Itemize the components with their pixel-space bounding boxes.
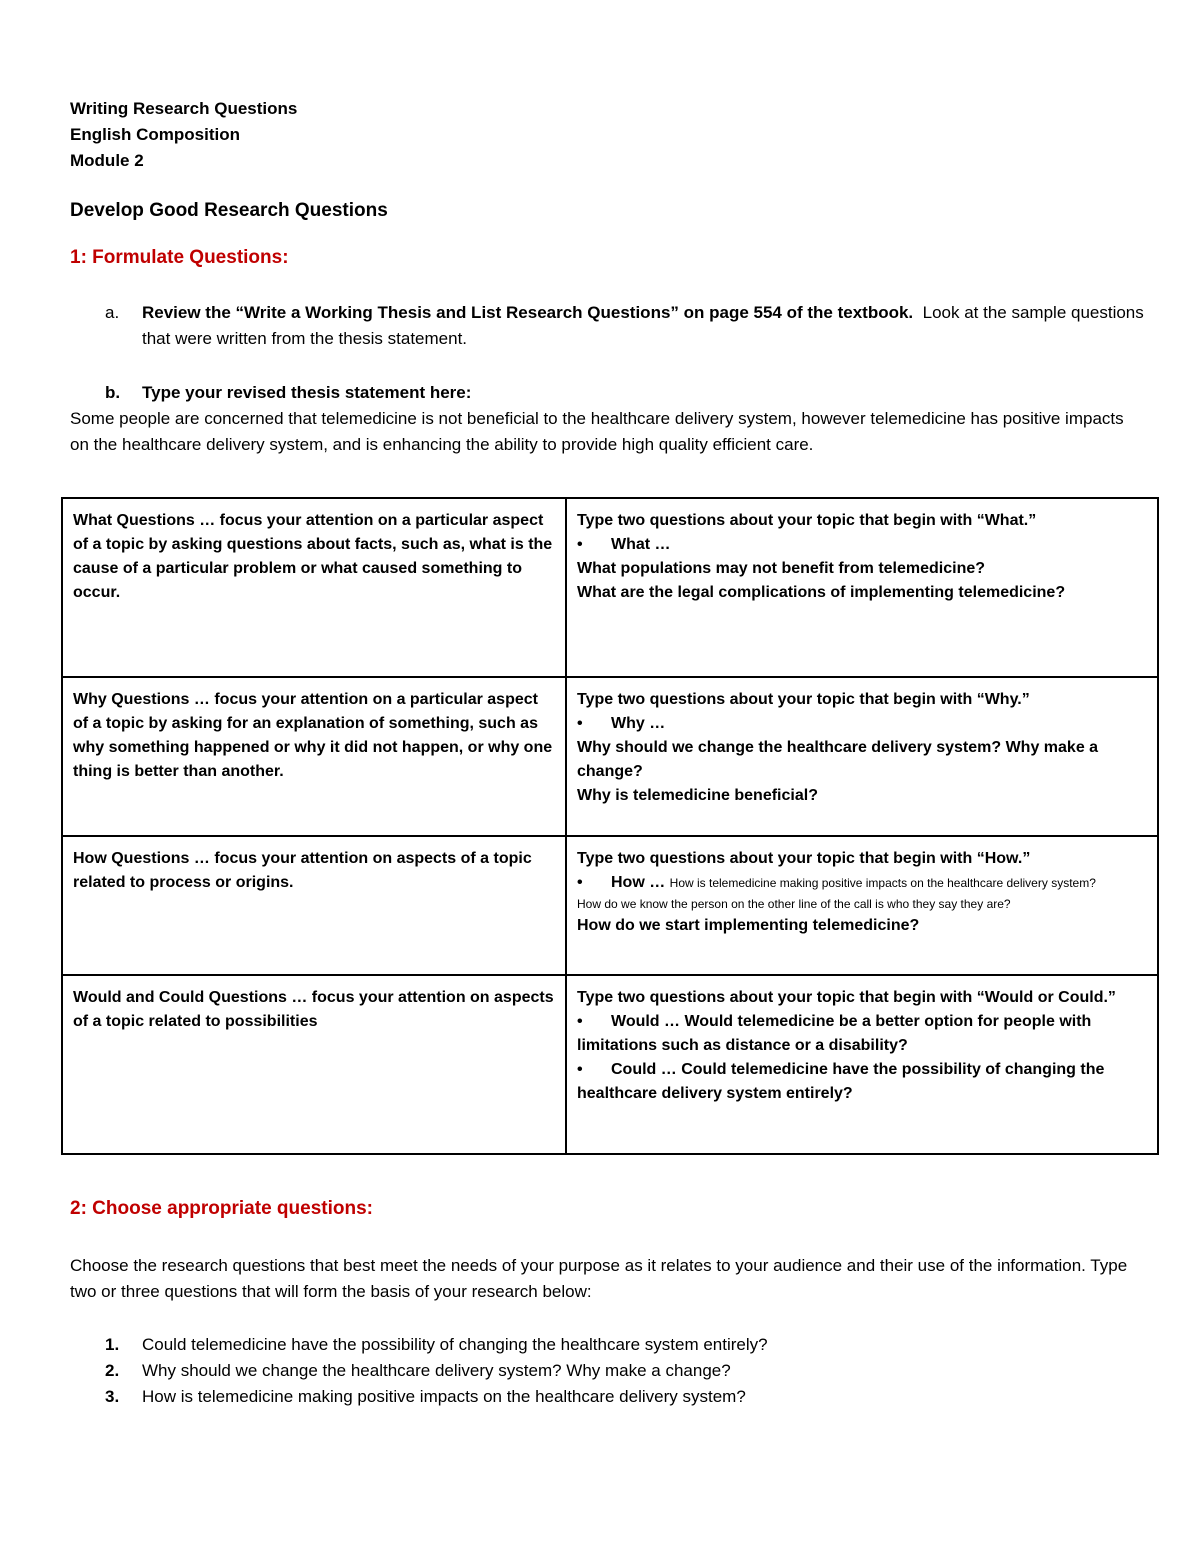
item-b-bold: Type your revised thesis statement here:	[142, 383, 472, 402]
would-bullet: • Would … Would telemedicine be a better option for people with limitations such as distance or a disability?	[577, 1010, 1148, 1058]
what-question-1: What populations may not benefit from telemedicine?	[577, 560, 986, 577]
how-question-1: How is telemedicine making positive impacts on the healthcare delivery system?	[669, 876, 1096, 890]
would-answers[interactable]	[566, 975, 1158, 1154]
why-prompt: Type two questions about your topic that begin with “Why.”	[577, 691, 1030, 708]
what-prompt: Type two questions about your topic that begin with “What.”	[577, 512, 1037, 529]
item-a-bold: Review the “Write a Working Thesis and List Research Questions” on page 554 of the textbook.	[142, 303, 914, 322]
item-b-marker: b.	[105, 383, 121, 402]
why-question-2: Why is telemedicine beneficial?	[577, 787, 818, 804]
why-bullet: • Why …	[577, 712, 1148, 736]
how-answers[interactable]	[566, 836, 1158, 975]
what-bullet: • What …	[577, 533, 1148, 557]
why-description: Why Questions … focus your attention on a particular aspect of a topic by asking for an explanation of something, such as why something happened or why it did not happen, or why one thing is better than another.	[62, 677, 566, 836]
item-a	[105, 300, 1145, 352]
list-item: 1. Could telemedicine have the possibility of changing the healthcare system entirely?	[105, 1335, 768, 1354]
item-b	[105, 380, 1145, 406]
how-question-3: How do we start implementing telemedicine?	[577, 917, 920, 934]
page-title: Develop Good Research Questions	[70, 200, 388, 221]
questions-table	[61, 497, 1159, 1155]
why-question-1: Why should we change the healthcare delivery system? Why make a change?	[577, 739, 1099, 780]
why-answers[interactable]	[566, 677, 1158, 836]
how-question-2: How do we know the person on the other line of the call is who they say they are?	[577, 897, 1011, 911]
research-questions-list	[105, 1332, 768, 1410]
item-a-rest: Look at the sample questions that were written from the thesis statement.	[142, 303, 1144, 348]
section1-heading: 1: Formulate Questions:	[70, 247, 289, 268]
bullet-icon: •	[577, 874, 583, 891]
what-question-2: What are the legal complications of implementing telemedicine?	[577, 584, 1066, 601]
table-row-why	[62, 677, 1158, 836]
section2-instructions: Choose the research questions that best meet the needs of your purpose as it relates to your audience and their use of the information. Type two or three questions that will form the basis of your research below:	[70, 1256, 1128, 1301]
header-course-name: English Composition	[70, 125, 240, 144]
how-description: How Questions … focus your attention on aspects of a topic related to process or origins.	[62, 836, 566, 975]
what-description: What Questions … focus your attention on a particular aspect of a topic by asking questions about facts, such as, what is the cause of a particular problem or what caused something to occur.	[62, 498, 566, 677]
bullet-icon: •	[577, 1061, 583, 1078]
list-item: 3. How is telemedicine making positive impacts on the healthcare delivery system?	[105, 1387, 746, 1406]
list-item: 2. Why should we change the healthcare delivery system? Why make a change?	[105, 1361, 731, 1380]
how-prompt: Type two questions about your topic that begin with “How.”	[577, 850, 1031, 867]
would-description: Would and Could Questions … focus your attention on aspects of a topic related to possibilities	[62, 975, 566, 1154]
bullet-icon: •	[577, 715, 583, 732]
thesis-statement: Some people are concerned that telemedicine is not beneficial to the healthcare delivery system, however telemedicine has positive impacts on the healthcare delivery system, and is enhancing the ability to provide high quality efficient care.	[70, 409, 1124, 454]
could-bullet: • Could … Could telemedicine have the possibility of changing the healthcare delivery system entirely?	[577, 1058, 1148, 1106]
table-row-how	[62, 836, 1158, 975]
would-prompt: Type two questions about your topic that begin with “Would or Could.”	[577, 989, 1116, 1006]
header-course-title: Writing Research Questions	[70, 99, 298, 118]
header-module: Module 2	[70, 151, 144, 170]
item-a-marker: a.	[105, 303, 120, 322]
table-row-what	[62, 498, 1158, 677]
bullet-icon: •	[577, 1013, 583, 1030]
section2-heading: 2: Choose appropriate questions:	[70, 1198, 373, 1219]
bullet-icon: •	[577, 536, 583, 553]
table-row-would-could	[62, 975, 1158, 1154]
what-answers[interactable]	[566, 498, 1158, 677]
how-bullet: • How … How is telemedicine making positive impacts on the healthcare delivery system?	[577, 871, 1148, 895]
